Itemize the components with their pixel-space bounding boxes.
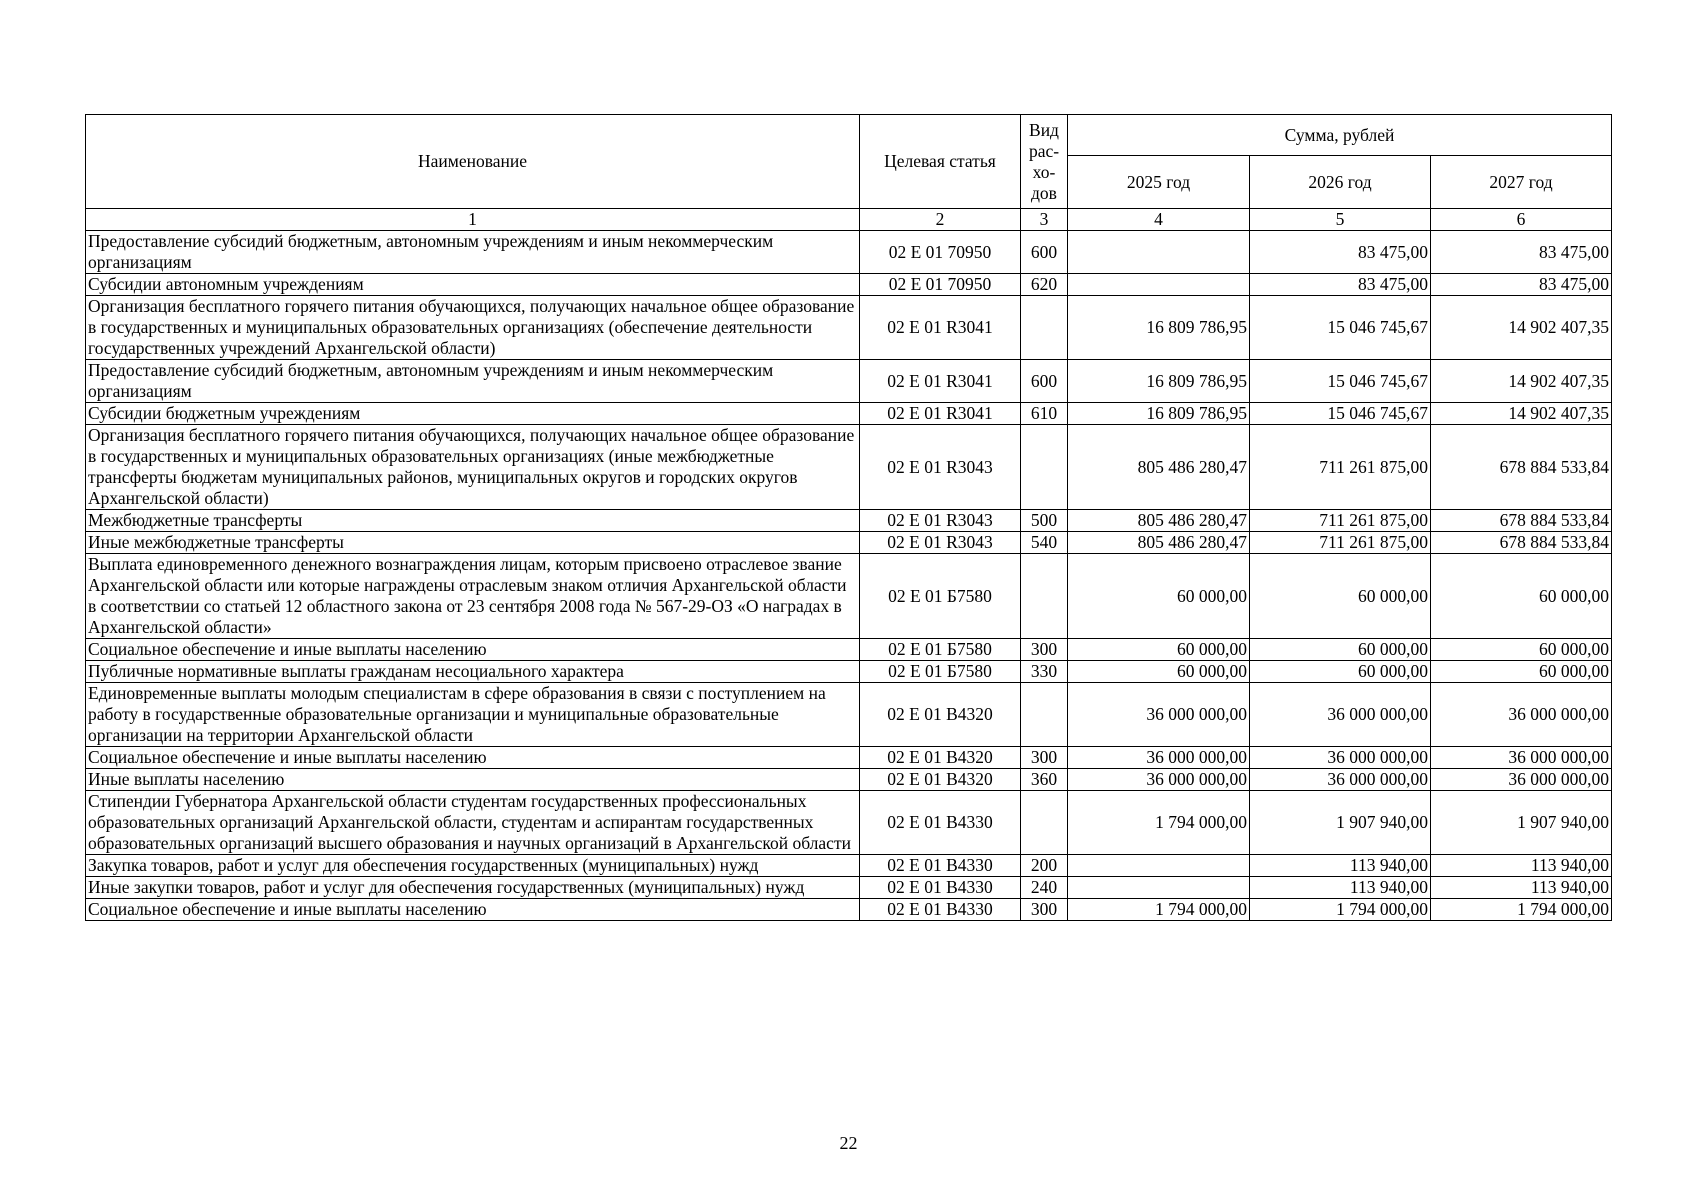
header-sum: Сумма, рублей — [1068, 115, 1612, 156]
cell-name: Публичные нормативные выплаты гражданам несоциального характера — [86, 661, 860, 683]
cell-amount-2027: 83 475,00 — [1431, 274, 1612, 296]
cell-target-code: 02 Е 01 В4330 — [860, 791, 1021, 855]
table-body — [86, 231, 1612, 921]
cell-name: Социальное обеспечение и иные выплаты населению — [86, 639, 860, 661]
cell-expense-type — [1021, 296, 1068, 360]
cell-name: Субсидии бюджетным учреждениям — [86, 403, 860, 425]
cell-amount-2025: 16 809 786,95 — [1068, 360, 1250, 403]
cell-amount-2026: 36 000 000,00 — [1250, 769, 1431, 791]
table-row — [86, 683, 1612, 747]
cell-expense-type: 330 — [1021, 661, 1068, 683]
cell-amount-2025: 805 486 280,47 — [1068, 532, 1250, 554]
cell-name: Предоставление субсидий бюджетным, автономным учреждениям и иным некоммерческим организациям — [86, 231, 860, 274]
cell-target-code: 02 Е 01 R3043 — [860, 425, 1021, 510]
table-row — [86, 877, 1612, 899]
cell-amount-2027: 14 902 407,35 — [1431, 403, 1612, 425]
cell-expense-type — [1021, 554, 1068, 639]
cell-target-code: 02 Е 01 Б7580 — [860, 639, 1021, 661]
cell-amount-2025 — [1068, 231, 1250, 274]
cell-target-code: 02 Е 01 Б7580 — [860, 554, 1021, 639]
cell-name: Иные закупки товаров, работ и услуг для обеспечения государственных (муниципальных) нужд — [86, 877, 860, 899]
cell-amount-2026: 36 000 000,00 — [1250, 683, 1431, 747]
header-target: Целевая статья — [860, 115, 1021, 209]
cell-amount-2027: 113 940,00 — [1431, 877, 1612, 899]
cell-expense-type: 360 — [1021, 769, 1068, 791]
table-row — [86, 425, 1612, 510]
cell-expense-type: 300 — [1021, 639, 1068, 661]
cell-target-code: 02 Е 01 R3041 — [860, 403, 1021, 425]
cell-amount-2027: 1 794 000,00 — [1431, 899, 1612, 921]
cell-expense-type: 500 — [1021, 510, 1068, 532]
cell-target-code: 02 Е 01 В4320 — [860, 683, 1021, 747]
cell-amount-2026: 60 000,00 — [1250, 639, 1431, 661]
cell-amount-2025: 36 000 000,00 — [1068, 747, 1250, 769]
cell-target-code: 02 Е 01 Б7580 — [860, 661, 1021, 683]
table-row — [86, 791, 1612, 855]
cell-amount-2027: 36 000 000,00 — [1431, 683, 1612, 747]
cell-amount-2026: 60 000,00 — [1250, 554, 1431, 639]
cell-amount-2025: 805 486 280,47 — [1068, 510, 1250, 532]
cell-name: Межбюджетные трансферты — [86, 510, 860, 532]
column-number: 4 — [1068, 209, 1250, 231]
table-row — [86, 639, 1612, 661]
cell-amount-2026: 113 940,00 — [1250, 877, 1431, 899]
cell-amount-2025: 16 809 786,95 — [1068, 403, 1250, 425]
cell-target-code: 02 Е 01 В4330 — [860, 899, 1021, 921]
table-row — [86, 532, 1612, 554]
cell-expense-type — [1021, 425, 1068, 510]
cell-target-code: 02 Е 01 В4330 — [860, 855, 1021, 877]
column-number: 2 — [860, 209, 1021, 231]
table-row — [86, 231, 1612, 274]
header-name: Наименование — [86, 115, 860, 209]
cell-amount-2026: 711 261 875,00 — [1250, 532, 1431, 554]
column-number: 5 — [1250, 209, 1431, 231]
cell-expense-type: 300 — [1021, 747, 1068, 769]
header-year-2026: 2026 год — [1250, 156, 1431, 209]
cell-amount-2027: 678 884 533,84 — [1431, 510, 1612, 532]
cell-amount-2026: 1 907 940,00 — [1250, 791, 1431, 855]
cell-expense-type: 600 — [1021, 231, 1068, 274]
table-row — [86, 403, 1612, 425]
cell-name: Социальное обеспечение и иные выплаты населению — [86, 899, 860, 921]
cell-amount-2026: 15 046 745,67 — [1250, 360, 1431, 403]
cell-amount-2026: 83 475,00 — [1250, 231, 1431, 274]
cell-amount-2027: 678 884 533,84 — [1431, 425, 1612, 510]
cell-amount-2025: 1 794 000,00 — [1068, 899, 1250, 921]
table-row — [86, 769, 1612, 791]
cell-amount-2027: 1 907 940,00 — [1431, 791, 1612, 855]
page-number: 22 — [839, 1133, 858, 1153]
cell-amount-2027: 36 000 000,00 — [1431, 769, 1612, 791]
cell-target-code: 02 Е 01 R3041 — [860, 360, 1021, 403]
table-row — [86, 661, 1612, 683]
cell-name: Закупка товаров, работ и услуг для обеспечения государственных (муниципальных) нужд — [86, 855, 860, 877]
cell-expense-type — [1021, 683, 1068, 747]
cell-amount-2025: 36 000 000,00 — [1068, 683, 1250, 747]
cell-name: Иные выплаты населению — [86, 769, 860, 791]
cell-amount-2025 — [1068, 855, 1250, 877]
table-row — [86, 855, 1612, 877]
cell-target-code: 02 Е 01 В4320 — [860, 769, 1021, 791]
cell-name: Субсидии автономным учреждениям — [86, 274, 860, 296]
cell-amount-2025: 60 000,00 — [1068, 661, 1250, 683]
cell-amount-2025 — [1068, 274, 1250, 296]
cell-amount-2025: 60 000,00 — [1068, 554, 1250, 639]
cell-amount-2026: 711 261 875,00 — [1250, 425, 1431, 510]
header-vid-line: дов — [1031, 182, 1057, 203]
cell-amount-2027: 14 902 407,35 — [1431, 296, 1612, 360]
cell-amount-2025: 805 486 280,47 — [1068, 425, 1250, 510]
cell-target-code: 02 Е 01 R3043 — [860, 532, 1021, 554]
column-number: 6 — [1431, 209, 1612, 231]
table-row — [86, 899, 1612, 921]
cell-expense-type: 540 — [1021, 532, 1068, 554]
table-row — [86, 747, 1612, 769]
cell-amount-2027: 60 000,00 — [1431, 639, 1612, 661]
cell-name: Социальное обеспечение и иные выплаты населению — [86, 747, 860, 769]
cell-name: Организация бесплатного горячего питания обучающихся, получающих начальное общее образование в государственных и муниципальных образовательных организациях (иные межбюджетные трансферты бюджетам муниципальных районов, муниципальных округов и городских округов Архангельской области) — [86, 425, 860, 510]
table-row — [86, 274, 1612, 296]
cell-amount-2027: 60 000,00 — [1431, 554, 1612, 639]
cell-amount-2025: 36 000 000,00 — [1068, 769, 1250, 791]
budget-table — [85, 114, 1612, 921]
cell-amount-2025 — [1068, 877, 1250, 899]
header-vid-line: хо- — [1032, 161, 1056, 182]
cell-amount-2026: 711 261 875,00 — [1250, 510, 1431, 532]
column-number: 3 — [1021, 209, 1068, 231]
table-row — [86, 510, 1612, 532]
cell-amount-2027: 113 940,00 — [1431, 855, 1612, 877]
cell-name: Иные межбюджетные трансферты — [86, 532, 860, 554]
cell-name: Организация бесплатного горячего питания обучающихся, получающих начальное общее образование в государственных и муниципальных образовательных организациях (обеспечение деятельности государственных учреждений Архангельской области) — [86, 296, 860, 360]
cell-expense-type: 600 — [1021, 360, 1068, 403]
header-vid — [1021, 115, 1068, 209]
cell-expense-type: 620 — [1021, 274, 1068, 296]
cell-expense-type: 300 — [1021, 899, 1068, 921]
cell-name: Стипендии Губернатора Архангельской области студентам государственных профессиональных образовательных организаций Архангельской области, студентам и аспирантам государственных образовательных организаций высшего образования и научных организаций в Архангельской области — [86, 791, 860, 855]
cell-expense-type: 200 — [1021, 855, 1068, 877]
cell-name: Предоставление субсидий бюджетным, автономным учреждениям и иным некоммерческим организациям — [86, 360, 860, 403]
cell-target-code: 02 Е 01 В4320 — [860, 747, 1021, 769]
cell-amount-2025: 1 794 000,00 — [1068, 791, 1250, 855]
cell-amount-2027: 83 475,00 — [1431, 231, 1612, 274]
cell-target-code: 02 Е 01 R3041 — [860, 296, 1021, 360]
header-year-2025: 2025 год — [1068, 156, 1250, 209]
cell-name: Единовременные выплаты молодым специалистам в сфере образования в связи с поступлением на работу в государственные образовательные организации и муниципальные образовательные организации на территории Архангельской области — [86, 683, 860, 747]
cell-amount-2026: 83 475,00 — [1250, 274, 1431, 296]
cell-target-code: 02 Е 01 70950 — [860, 231, 1021, 274]
column-number: 1 — [86, 209, 860, 231]
cell-target-code: 02 Е 01 В4330 — [860, 877, 1021, 899]
table-row — [86, 296, 1612, 360]
cell-expense-type: 240 — [1021, 877, 1068, 899]
header-year-2027: 2027 год — [1431, 156, 1612, 209]
table-row — [86, 554, 1612, 639]
header-vid-line: Вид — [1029, 119, 1059, 140]
cell-amount-2026: 113 940,00 — [1250, 855, 1431, 877]
cell-amount-2027: 60 000,00 — [1431, 661, 1612, 683]
cell-amount-2027: 36 000 000,00 — [1431, 747, 1612, 769]
header-vid-line: рас- — [1028, 140, 1060, 161]
cell-amount-2027: 678 884 533,84 — [1431, 532, 1612, 554]
cell-amount-2025: 60 000,00 — [1068, 639, 1250, 661]
cell-target-code: 02 Е 01 70950 — [860, 274, 1021, 296]
cell-name: Выплата единовременного денежного вознаграждения лицам, которым присвоено отраслевое звание Архангельской области или которые награждены отраслевым знаком отличия Архангельской области в соответствии со статьей 12 областного закона от 23 сентября 2008 года № 567-29-ОЗ «О наградах в Архангельской области» — [86, 554, 860, 639]
table-row — [86, 360, 1612, 403]
cell-expense-type — [1021, 791, 1068, 855]
cell-amount-2026: 15 046 745,67 — [1250, 296, 1431, 360]
cell-expense-type: 610 — [1021, 403, 1068, 425]
cell-amount-2026: 15 046 745,67 — [1250, 403, 1431, 425]
cell-amount-2027: 14 902 407,35 — [1431, 360, 1612, 403]
cell-amount-2026: 60 000,00 — [1250, 661, 1431, 683]
cell-amount-2026: 1 794 000,00 — [1250, 899, 1431, 921]
cell-amount-2025: 16 809 786,95 — [1068, 296, 1250, 360]
cell-target-code: 02 Е 01 R3043 — [860, 510, 1021, 532]
cell-amount-2026: 36 000 000,00 — [1250, 747, 1431, 769]
